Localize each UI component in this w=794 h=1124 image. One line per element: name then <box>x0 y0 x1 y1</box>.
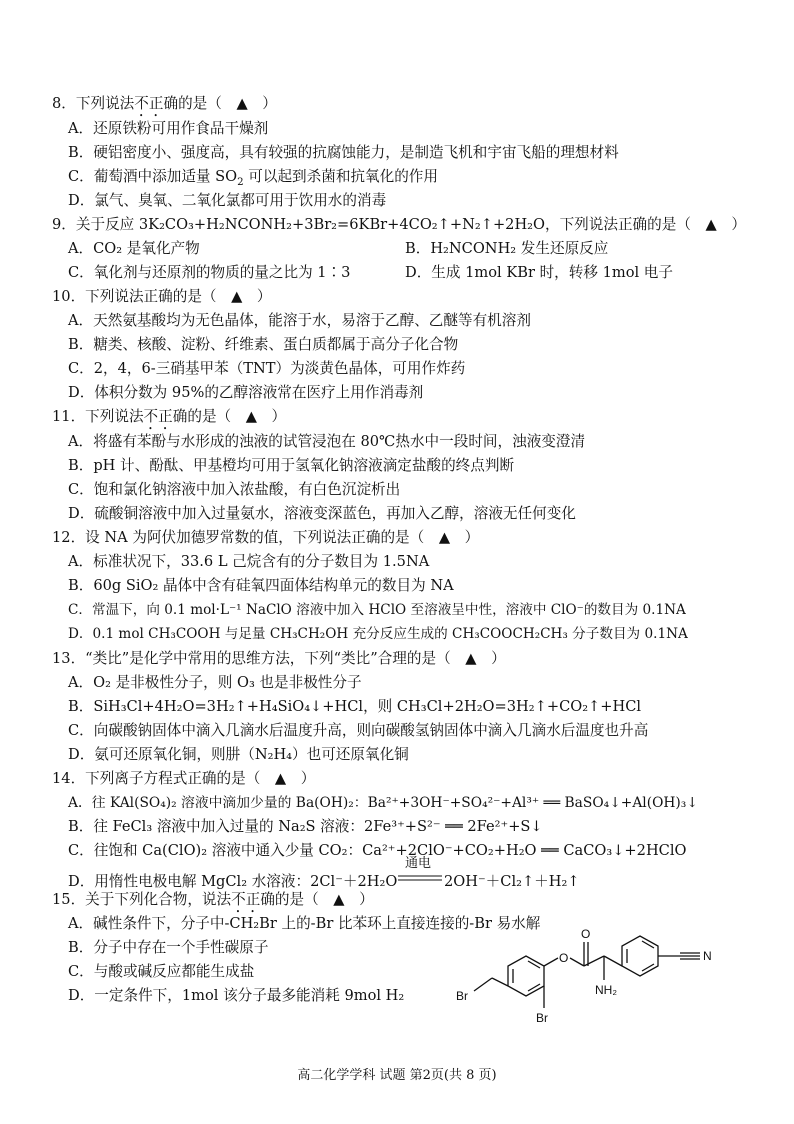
question-12-stem: 12．设 NA 为阿伏加德罗常数的值，下列说法正确的是（ ▲ ） <box>52 529 480 546</box>
question-11-option-d: D．硫酸铜溶液中加入过量氨水，溶液变深蓝色，再加入乙醇，溶液无任何变化 <box>68 505 576 522</box>
question-13-option-a: A．O₂ 是非极性分子，则 O₃ 也是非极性分子 <box>68 674 362 691</box>
nitrogen-label: N <box>703 949 712 963</box>
bromine-label-2: Br <box>536 1011 548 1025</box>
question-11-option-b: B．pH 计、酚酞、甲基橙均可用于氢氧化钠溶液滴定盐酸的终点判断 <box>68 457 515 474</box>
question-15-option-c: C．与酸或碱反应都能生成盐 <box>68 963 255 980</box>
question-12-option-b: B．60g SiO₂ 晶体中含有硅氧四面体结构单元的数目为 NA <box>68 577 454 594</box>
question-14-option-c: C．往饱和 Ca(ClO)₂ 溶液中通入少量 CO₂：Ca²⁺+2ClO⁻+CO₂+H₂O ══ CaCO₃↓+2HClO <box>68 842 687 859</box>
bromine-label-1: Br <box>456 989 468 1003</box>
question-13-stem: 13．“类比”是化学中常用的思维方法，下列“类比”合理的是（ ▲ ） <box>52 650 506 667</box>
question-8-stem: 8．下列说法不正确的是（ ▲ ） <box>52 95 277 112</box>
question-8-option-b: B．硬铝密度小、强度高，具有较强的抗腐蚀能力，是制造飞机和宇宙飞船的理想材料 <box>68 144 619 161</box>
question-11-option-a: A．将盛有苯酚与水形成的浊液的试管浸泡在 80℃热水中一段时间，浊液变澄清 <box>68 433 586 450</box>
molecule-structure-diagram <box>452 908 732 1038</box>
question-10-option-d: D．体积分数为 95%的乙醇溶液常在医疗上用作消毒剂 <box>68 384 424 401</box>
question-9-stem: 9．关于反应 3K₂CO₃+H₂NCONH₂+3Br₂=6KBr+4CO₂↑+N₂↑+2H₂O，下列说法正确的是（ ▲ ） <box>52 216 746 233</box>
question-12-option-a: A．标准状况下，33.6 L 己烷含有的分子数目为 1.5NA <box>68 553 430 570</box>
question-14-option-a: A．往 KAl(SO₄)₂ 溶液中滴加少量的 Ba(OH)₂：Ba²⁺+3OH⁻+SO₄²⁻+Al³⁺ ══ BaSO₄↓+Al(OH)₃↓ <box>68 795 698 811</box>
question-15-option-d: D．一定条件下，1mol 该分子最多能消耗 9mol H₂ <box>68 987 405 1004</box>
question-13-option-b: B．SiH₃Cl+4H₂O=3H₂↑+H₄SiO₄↓+HCl，则 CH₃Cl+2H₂O=3H₂↑+CO₂↑+HCl <box>68 698 642 715</box>
question-15-stem: 15．关于下列化合物，说法不正确的是（ ▲ ） <box>52 891 374 908</box>
question-13-option-c: C．向碳酸钠固体中滴入几滴水后温度升高，则向碳酸氢钠固体中滴入几滴水后温度也升高 <box>68 722 649 739</box>
question-10-option-c: C．2，4，6-三硝基甲苯（TNT）为淡黄色晶体，可用作炸药 <box>68 360 466 377</box>
question-15-option-b: B．分子中存在一个手性碳原子 <box>68 939 269 956</box>
question-14-stem: 14．下列离子方程式正确的是（ ▲ ） <box>52 770 316 787</box>
carbonyl-oxygen-label: O <box>581 927 591 941</box>
reaction-condition: 通电 <box>405 856 432 871</box>
ester-oxygen-label: O <box>559 951 569 965</box>
equals-arrow-icon <box>398 874 442 884</box>
question-10-option-b: B．糖类、核酸、淀粉、纤维素、蛋白质都属于高分子化合物 <box>68 336 459 353</box>
equation-right: 2OH⁻＋Cl₂↑＋H₂↑ <box>444 873 580 890</box>
amino-group-label: NH₂ <box>595 983 617 997</box>
question-13-option-d: D．氨可还原氧化铜，则肼（N₂H₄）也可还原氧化铜 <box>68 746 409 763</box>
equation-left: D．用惰性电极电解 MgCl₂ 水溶液：2Cl⁻＋2H₂O <box>68 873 398 890</box>
question-9-option-c: C．氧化剂与还原剂的物质的量之比为 1∶3 <box>68 264 351 281</box>
question-9-option-d: D．生成 1mol KBr 时，转移 1mol 电子 <box>405 264 673 281</box>
question-9-option-a: A．CO₂ 是氧化产物 <box>68 240 200 257</box>
question-11-option-c: C．饱和氯化钠溶液中加入浓盐酸，有白色沉淀析出 <box>68 481 401 498</box>
question-12-option-d: D．0.1 mol CH₃COOH 与足量 CH₃CH₂OH 充分反应生成的 CH₃COOCH₂CH₃ 分子数目为 0.1NA <box>68 626 688 642</box>
question-11-stem: 11．下列说法不正确的是（ ▲ ） <box>52 408 287 425</box>
question-8-option-d: D．氯气、臭氧、二氧化氯都可用于饮用水的消毒 <box>68 192 387 209</box>
question-10-stem: 10．下列说法正确的是（ ▲ ） <box>52 288 272 305</box>
question-15-option-a: A．碱性条件下，分子中-CH₂Br 上的-Br 比苯环上直接连接的-Br 易水解 <box>68 915 541 932</box>
question-8-option-c: C．葡萄酒中添加适量 $SO_2$ 可以起到杀菌和抗氧化的作用 <box>68 168 438 188</box>
question-9-option-b: B．H₂NCONH₂ 发生还原反应 <box>405 240 609 257</box>
question-14-option-b: B．往 FeCl₃ 溶液中加入过量的 Na₂S 溶液：2Fe³⁺+S²⁻ ══ 2Fe²⁺+S↓ <box>68 818 543 835</box>
question-8-option-a: A．还原铁粉可用作食品干燥剂 <box>68 120 269 137</box>
question-12-option-c: C．常温下，向 0.1 mol·L⁻¹ NaClO 溶液中加入 HClO 至溶液呈中性，溶液中 ClO⁻的数目为 0.1NA <box>68 602 686 618</box>
question-10-option-a: A．天然氨基酸均为无色晶体，能溶于水，易溶于乙醇、乙醚等有机溶剂 <box>68 312 531 329</box>
page-footer: 高二化学学科 试题 第2页(共 8 页) <box>297 1068 497 1083</box>
